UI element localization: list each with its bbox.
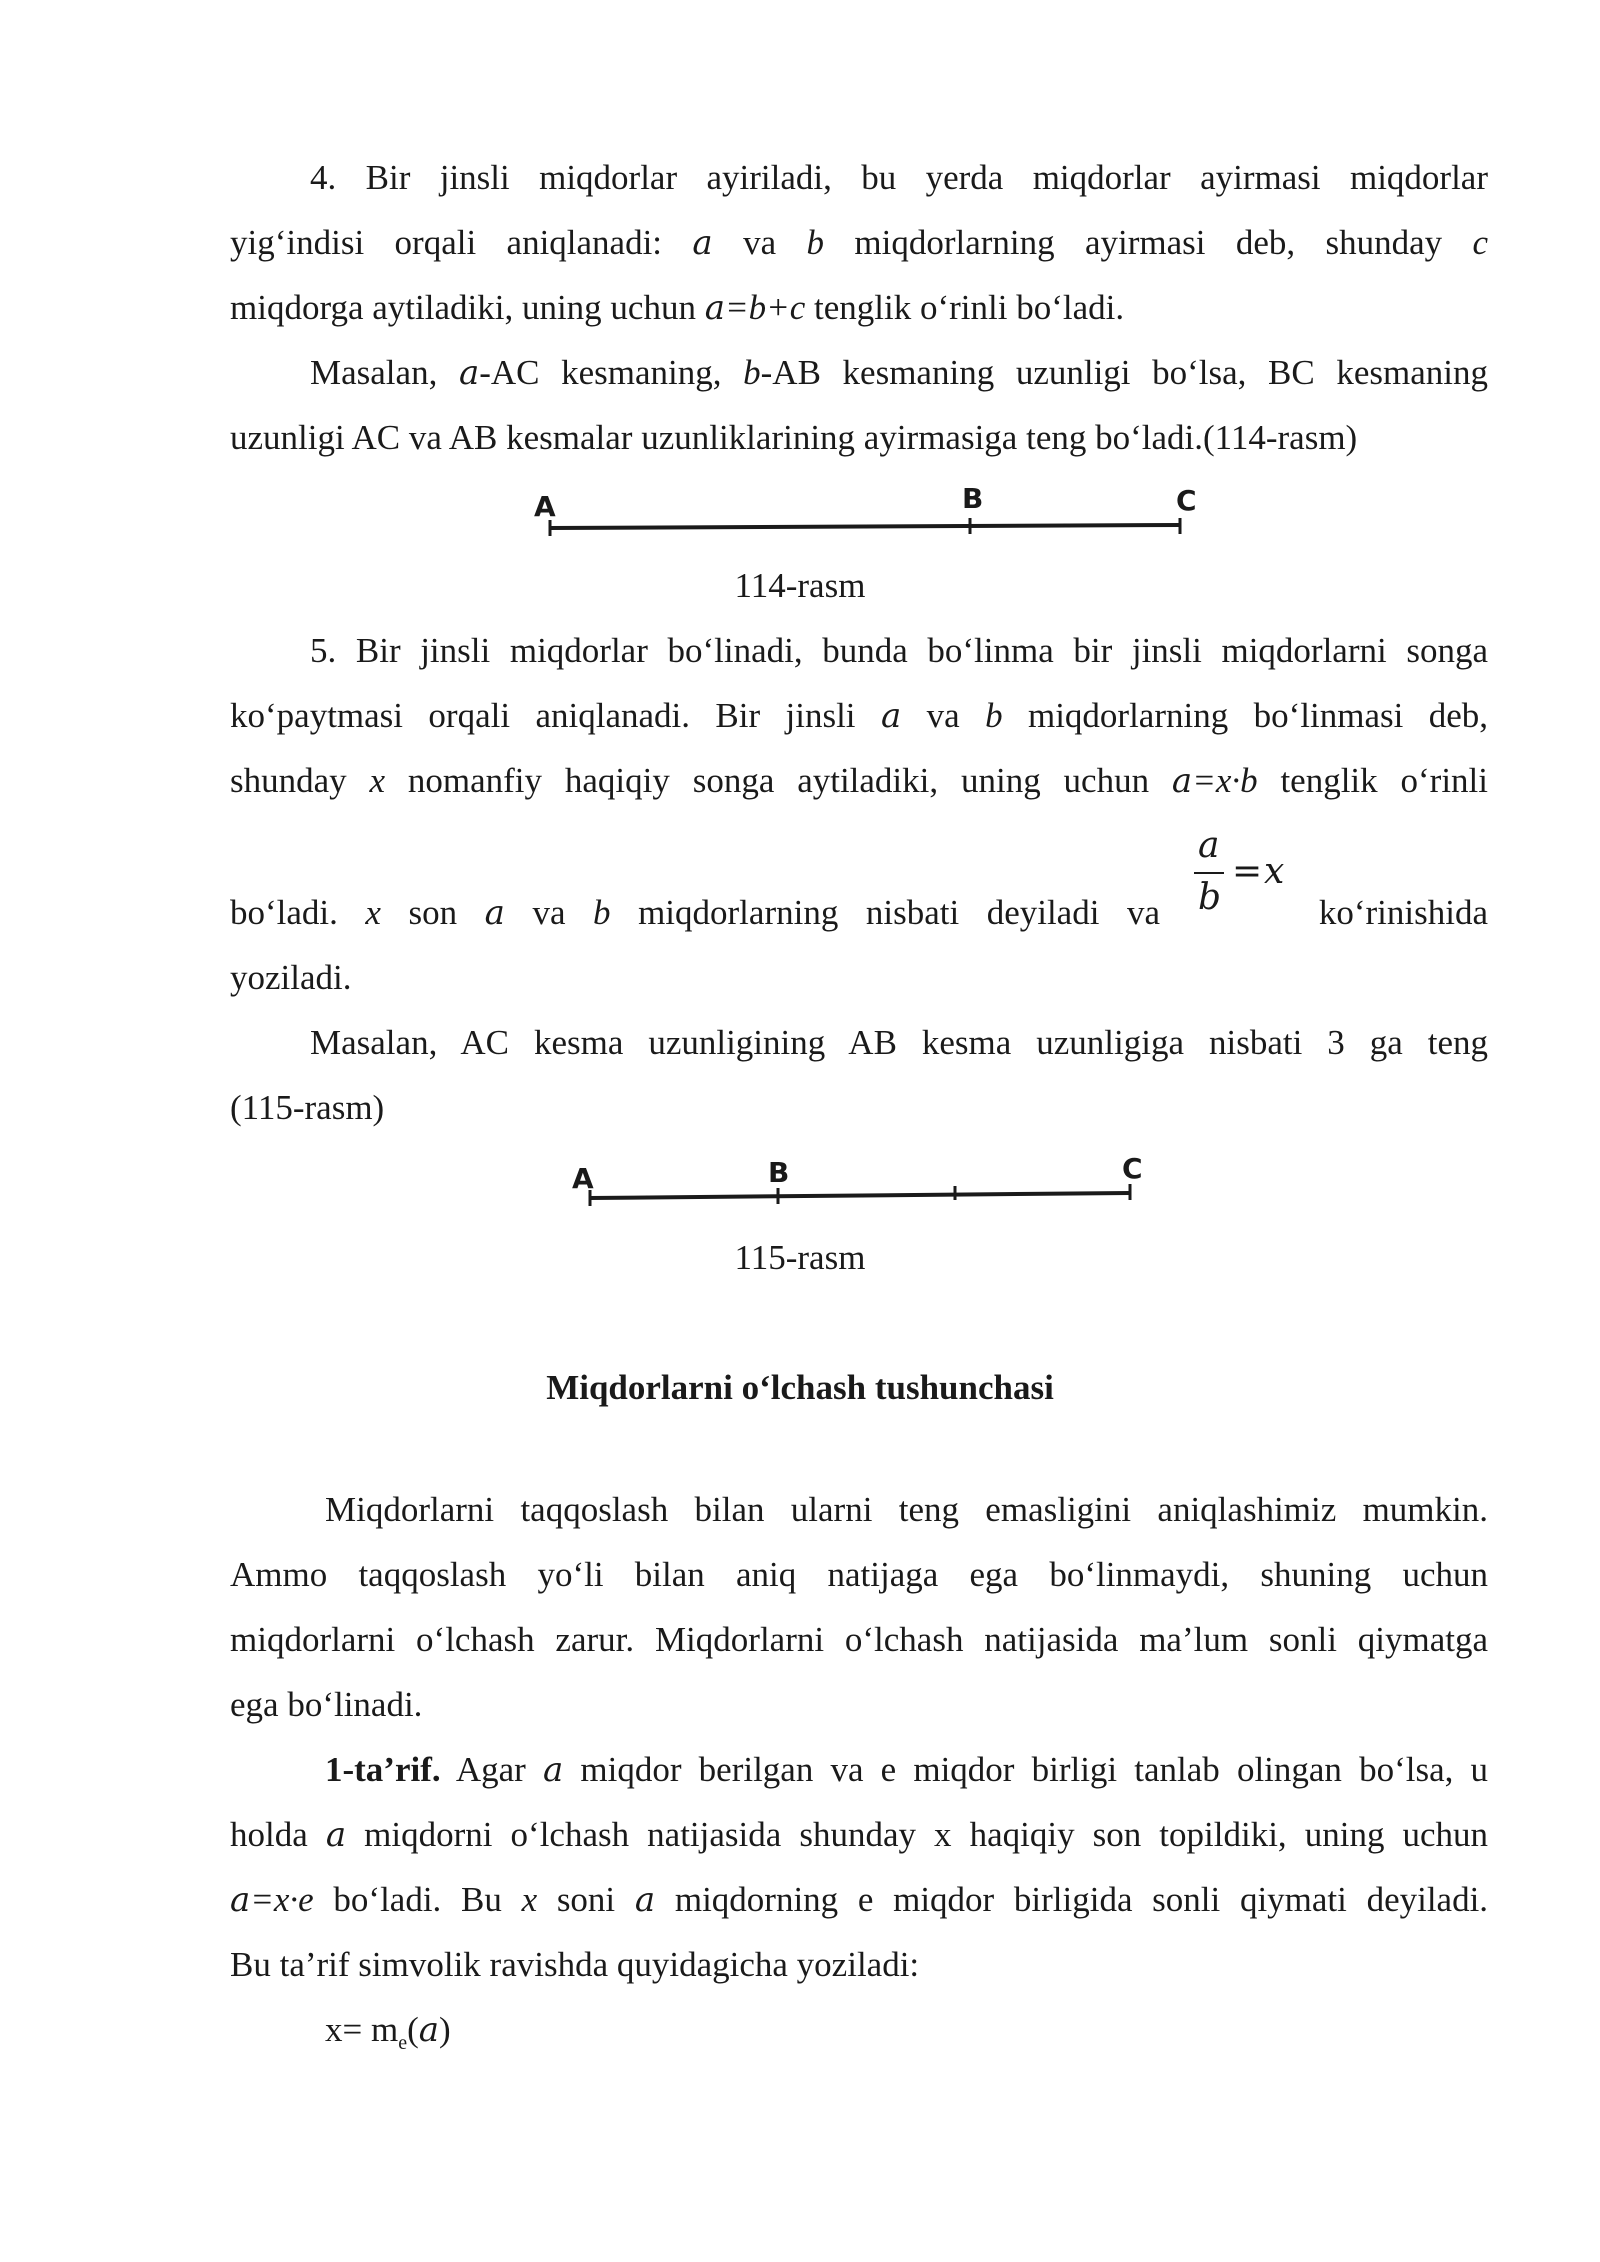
p4-line2: yig‘indisi orqali aniqlanadi: a va b miqdorlarning ayirmasi deb, shunday c	[230, 223, 1489, 263]
figure-115-caption: 115-rasm	[734, 1238, 866, 1277]
p6-line1: Miqdorlarni taqqoslash bilan ularni teng emasligini aniqlashimiz mumkin.	[325, 1490, 1488, 1529]
label-b: B	[962, 482, 984, 515]
example2-line1: Masalan, AC kesma uzunligining AB kesma uzunligiga nisbati 3 ga teng	[310, 1023, 1488, 1062]
figure-114-caption: 114-rasm	[734, 566, 866, 605]
p6-line3: miqdorlarni o‘lchash zarur. Miqdorlarni o‘lchash natijasida ma’lum sonli qiymatga	[230, 1620, 1488, 1659]
def1-line3: a=x·e bo‘ladi. Bu x soni a miqdorning e miqdor birligida sonli qiymati deyiladi.	[230, 1880, 1489, 1920]
label-b: B	[768, 1156, 790, 1189]
p4-line1: 4. Bir jinsli miqdorlar ayiriladi, bu yerda miqdorlar ayirmasi miqdorlar	[310, 158, 1488, 197]
fraction-a-over-b: a b = x	[1190, 825, 1300, 920]
def1-line2: holda a miqdorni o‘lchash natijasida shunday x haqiqiy son topildiki, uning uchun	[230, 1815, 1489, 1855]
label-a: A	[572, 1162, 594, 1195]
example1-line2: uzunligi AC va AB kesmalar uzunliklarining ayirmasiga teng bo‘ladi.(114-rasm)	[230, 418, 1358, 457]
label-c: C	[1122, 1152, 1143, 1185]
segment-ac	[550, 525, 1180, 528]
def1-line4: Bu ta’rif simvolik ravishda quyidagicha yoziladi:	[230, 1945, 920, 1984]
p5-line2: ko‘paytmasi orqali aniqlanadi. Bir jinsli a va b miqdorlarning bo‘linmasi deb,	[230, 696, 1489, 736]
definition-term: 1-ta’rif.	[325, 1750, 441, 1789]
p5-line1: 5. Bir jinsli miqdorlar bo‘linadi, bunda bo‘linma bir jinsli miqdorlarni songa	[310, 631, 1488, 670]
p5-line3: shunday x nomanfiy haqiqiy songa aytiladiki, uning uchun a=x·b tenglik o‘rinli	[230, 761, 1488, 801]
example1-line1: Masalan, a-AC kesmaning, b-AB kesmaning uzunligi bo‘lsa, BC kesmaning	[310, 353, 1489, 393]
def1-line1: 1-ta’rif. Agar a miqdor berilgan va e miqdor birligi tanlab olingan bo‘lsa, u	[325, 1750, 1489, 1790]
p6-line2: Ammo taqqoslash yo‘li bilan aniq natijaga ega bo‘linmaydi, shuning uchun	[230, 1555, 1488, 1594]
figure-114	[520, 480, 1220, 549]
figure-115	[560, 1150, 1180, 1219]
p4-line3: miqdorga aytiladiki, uning uchun a=b+c tenglik o‘rinli bo‘ladi.	[230, 288, 1125, 328]
label-a: A	[534, 490, 556, 523]
section-title: Miqdorlarni o‘lchash tushunchasi	[546, 1368, 1054, 1407]
label-c: C	[1176, 484, 1197, 517]
p6-line4: ega bo‘linadi.	[230, 1685, 423, 1724]
segment-ac	[590, 1193, 1130, 1198]
p5-line4-end: ko‘rinishida	[1318, 893, 1488, 932]
p5-line5: yoziladi.	[230, 958, 352, 997]
formula-measure: $x= m_e(a)$	[325, 2010, 451, 2054]
p5-line4: bo‘ladi. x son a va b miqdorlarning nisbati deyiladi va	[230, 893, 1161, 933]
example2-line2: (115-rasm)	[230, 1088, 385, 1127]
